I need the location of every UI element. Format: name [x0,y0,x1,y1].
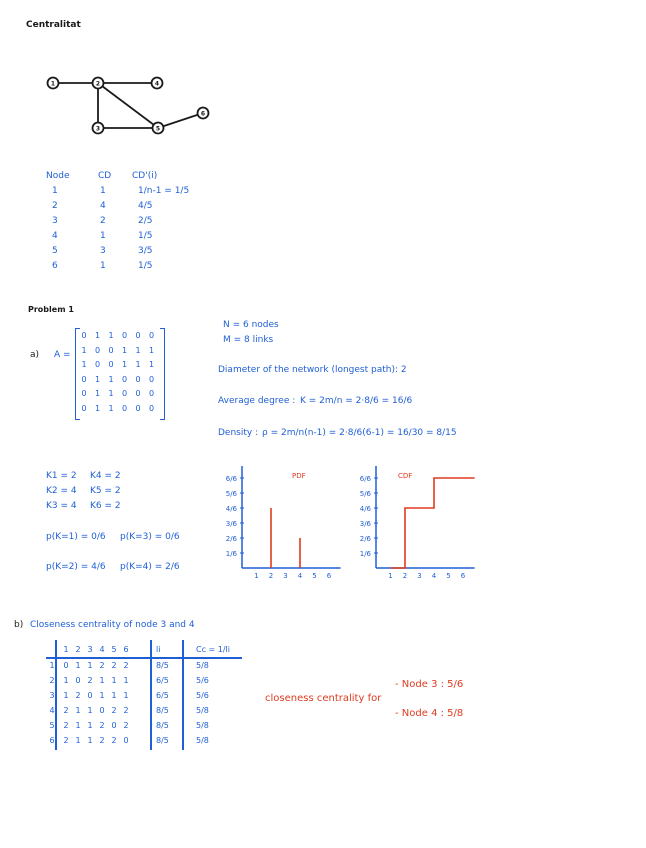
closeness-header-cell: 4 [99,645,105,654]
closeness-cell: 1 [111,691,117,700]
closeness-cell: 0 [123,736,129,745]
degree-row-cd: 1 [100,261,106,271]
matrix-cell: 1 [81,345,87,355]
closeness-header-cell: 2 [75,645,81,654]
matrix-cell: 0 [148,331,155,340]
closeness-label: closeness centrality for [265,693,382,704]
degree-row-node: 4 [52,231,58,241]
matrix-cell: 0 [94,360,101,369]
diameter-line: Diameter of the network (longest path): 2 [218,365,407,375]
chart-x-tick-label: 3 [283,572,288,580]
chart-x-tick-label: 4 [297,572,303,580]
closeness-cell: 1 [123,676,129,685]
degree-row-cdnorm: 2/5 [138,216,153,226]
closeness-cell: 6/5 [156,676,169,685]
probability-value: p(K=4) = 2/6 [120,562,180,572]
chart-y-tick-label: 4/6 [359,505,371,513]
matrix-cell: 0 [121,374,128,384]
m-line: M = 8 links [223,335,274,345]
matrix-cell: 0 [81,403,87,413]
chart-x-tick-label: 6 [326,572,332,580]
degree-row-node: 3 [52,216,58,226]
density-prefix: Density : [218,428,259,438]
closeness-cell: 5/6 [196,691,209,700]
closeness-cell: 2 [63,706,69,715]
chart-x-tick-label: 1 [388,572,393,580]
closeness-cell: 6/5 [156,691,169,700]
closeness-cell: 1 [123,691,129,700]
closeness-cell: 8/5 [156,736,169,745]
probability-value: p(K=1) = 0/6 [46,532,106,542]
closeness-cell: 0 [75,676,81,685]
closeness-cell: 1 [63,691,69,700]
node4-result: - Node 4 : 5/8 [395,708,464,719]
matrix-cell: 1 [135,360,141,369]
graph-edge [95,80,160,128]
k-value: K5 = 2 [90,486,121,496]
avg-degree-prefix: Average degree : [218,396,296,406]
closeness-cell: 0 [63,661,69,670]
closeness-header-cell: Cc = 1/li [196,645,231,654]
closeness-header-cell: 3 [87,645,93,654]
matrix-cell: 0 [148,389,155,398]
closeness-cell: 5/8 [196,706,209,715]
degree-row-cd: 3 [100,246,106,256]
closeness-cell: 1 [111,676,117,685]
part-b-label: b) [14,620,24,630]
closeness-cell: 5/6 [196,676,209,685]
closeness-cell: 8/5 [156,721,169,730]
closeness-cell: 1 [99,676,105,685]
probability-value: p(K=3) = 0/6 [120,532,180,542]
closeness-cell: 2 [123,706,129,715]
graph-node-label: 5 [155,125,161,133]
chart-y-tick-label: 4/6 [225,505,237,513]
closeness-cell: 2 [111,706,117,715]
degree-row-node: 5 [52,246,58,256]
closeness-cell: 1 [63,676,69,685]
probability-value: p(K=2) = 4/6 [46,562,106,572]
closeness-cell: 6 [49,736,55,745]
matrix-cell: 1 [108,331,114,340]
chart-x-tick-label: 5 [446,572,451,580]
closeness-cell: 1 [75,661,81,670]
chart-x-tick-label: 5 [312,572,317,580]
closeness-cell: 2 [123,721,129,730]
node3-result: - Node 3 : 5/6 [395,679,464,690]
closeness-cell: 2 [123,661,129,670]
closeness-cell: 1 [75,721,81,730]
matrix-cell: 1 [121,360,128,369]
closeness-cell: 5/8 [196,736,209,745]
chart-y-tick-label: 1/6 [359,550,371,558]
closeness-cell: 5/8 [196,721,209,730]
degree-row-cd: 4 [100,201,106,211]
density-formula: ρ = 2m/n(n-1) = 2·8/6(6-1) = 16/30 = 8/15 [262,428,457,438]
closeness-header-cell: 5 [111,645,117,654]
section-title: Centralitat [26,20,81,30]
matrix-cell: 1 [148,345,155,355]
graph-node-label: 1 [50,80,56,88]
closeness-header-cell: 6 [123,645,129,654]
chart-y-tick-label: 5/6 [225,490,237,498]
degree-row-cd: 1 [100,186,106,196]
closeness-cell: 4 [49,706,55,715]
matrix-cell: 0 [94,345,101,355]
closeness-cell: 2 [99,721,105,730]
chart-x-tick-label: 2 [402,572,408,580]
chart-y-tick-label: 3/6 [225,520,237,528]
k-value: K2 = 4 [46,486,77,496]
matrix-cell: 1 [148,360,155,369]
closeness-cell: 2 [63,736,69,745]
matrix-cell: 1 [94,374,101,384]
matrix-cell: 0 [81,374,87,384]
matrix-cell: 0 [135,389,141,398]
closeness-cell: 2 [75,691,81,700]
chart-y-tick-label: 1/6 [225,550,237,558]
degree-header-cd: CD [98,171,112,181]
matrix-cell: 0 [108,360,114,369]
closeness-cell: 2 [111,736,117,745]
matrix-cell: 1 [94,389,101,398]
matrix-cell: 1 [81,360,87,369]
matrix-cell: 1 [94,331,101,340]
chart-title: PDF [292,472,306,480]
graph-node-label: 3 [95,125,101,133]
pdf-chart [212,462,344,582]
matrix-cell: 0 [81,389,87,398]
closeness-cell: 1 [87,706,93,715]
chart-x-tick-label: 3 [417,572,422,580]
matrix-cell: 0 [148,403,155,413]
network-graph [40,70,220,140]
closeness-cell: 5/8 [196,661,209,670]
k-value: K6 = 2 [90,501,121,511]
degree-row-cd: 2 [100,216,106,226]
chart-y-tick-label: 6/6 [225,475,237,483]
matrix-cell: 0 [135,403,141,413]
chart-x-tick-label: 2 [268,572,274,580]
chart-y-tick-label: 5/6 [359,490,371,498]
closeness-cell: 1 [99,691,105,700]
chart-title: CDF [398,472,413,480]
closeness-cell: 8/5 [156,661,169,670]
graph-node-label: 2 [95,80,101,88]
degree-header-cdnorm: CD'(i) [132,171,158,181]
closeness-cell: 5 [49,721,55,730]
degree-row-node: 2 [52,201,58,211]
matrix-cell: 0 [121,331,128,340]
cdf-chart [346,462,486,582]
degree-row-cdnorm: 4/5 [138,201,153,211]
chart-x-tick-label: 1 [254,572,259,580]
closeness-cell: 0 [111,721,117,730]
matrix-cell: 1 [108,374,114,384]
degree-row-cdnorm: 3/5 [138,246,153,256]
degree-row-node: 1 [52,186,58,196]
graph-node-label: 6 [200,110,206,118]
closeness-cell: 0 [87,691,93,700]
matrix-cell: 0 [121,403,128,413]
degree-row-cd: 1 [100,231,106,241]
degree-header-node: Node [46,171,70,181]
graph-edge [158,110,206,128]
avg-degree-formula: K = 2m/n = 2·8/6 = 16/6 [300,396,413,406]
matrix-cell: 1 [108,403,114,413]
closeness-cell: 1 [75,736,81,745]
closeness-cell: 1 [87,661,93,670]
matrix-cell: 1 [135,345,141,355]
closeness-cell: 2 [49,676,55,685]
closeness-cell: 1 [49,661,55,670]
chart-y-tick-label: 2/6 [225,535,237,543]
part-b-title: Closeness centrality of node 3 and 4 [30,620,195,630]
closeness-cell: 2 [63,721,69,730]
degree-row-node: 6 [52,261,58,271]
matrix-cell: 0 [135,374,141,384]
table-hline [46,657,242,659]
problem-title: Problem 1 [28,305,74,314]
matrix-cell: 0 [148,374,155,384]
k-value: K4 = 2 [90,471,121,481]
part-a-label: a) [30,350,40,360]
closeness-cell: 2 [111,661,117,670]
closeness-cell: 1 [87,736,93,745]
chart-x-tick-label: 6 [460,572,466,580]
matrix-cell: 0 [108,345,114,355]
closeness-cell: 2 [99,736,105,745]
chart-y-tick-label: 2/6 [359,535,371,543]
closeness-cell: 2 [99,661,105,670]
n-line: N = 6 nodes [223,320,279,330]
degree-row-cdnorm: 1/5 [138,261,153,271]
chart-x-tick-label: 4 [431,572,437,580]
degree-row-cdnorm: 1/5 [138,231,153,241]
matrix-cell: 0 [81,331,87,340]
closeness-header-cell: 1 [63,645,69,654]
graph-edges [50,80,206,128]
matrix-cell: 1 [121,345,128,355]
closeness-cell: 1 [75,706,81,715]
closeness-cell: 8/5 [156,706,169,715]
closeness-header-cell: li [156,645,161,654]
closeness-cell: 0 [99,706,105,715]
closeness-cell: 3 [49,691,55,700]
matrix-right-bracket [160,328,165,420]
k-value: K1 = 2 [46,471,77,481]
chart-y-tick-label: 6/6 [359,475,371,483]
k-value: K3 = 4 [46,501,77,511]
chart-y-tick-label: 3/6 [359,520,371,528]
matrix-cell: 1 [94,403,101,413]
matrix-label: A = [54,350,71,360]
degree-row-cdnorm: 1/n-1 = 1/5 [138,186,190,196]
graph-node-label: 4 [154,80,160,88]
matrix-cell: 0 [135,331,141,340]
matrix-cell: 1 [108,389,114,398]
matrix-cell: 0 [121,389,128,398]
closeness-cell: 1 [87,721,93,730]
closeness-cell: 2 [87,676,93,685]
cdf-line [391,478,475,568]
